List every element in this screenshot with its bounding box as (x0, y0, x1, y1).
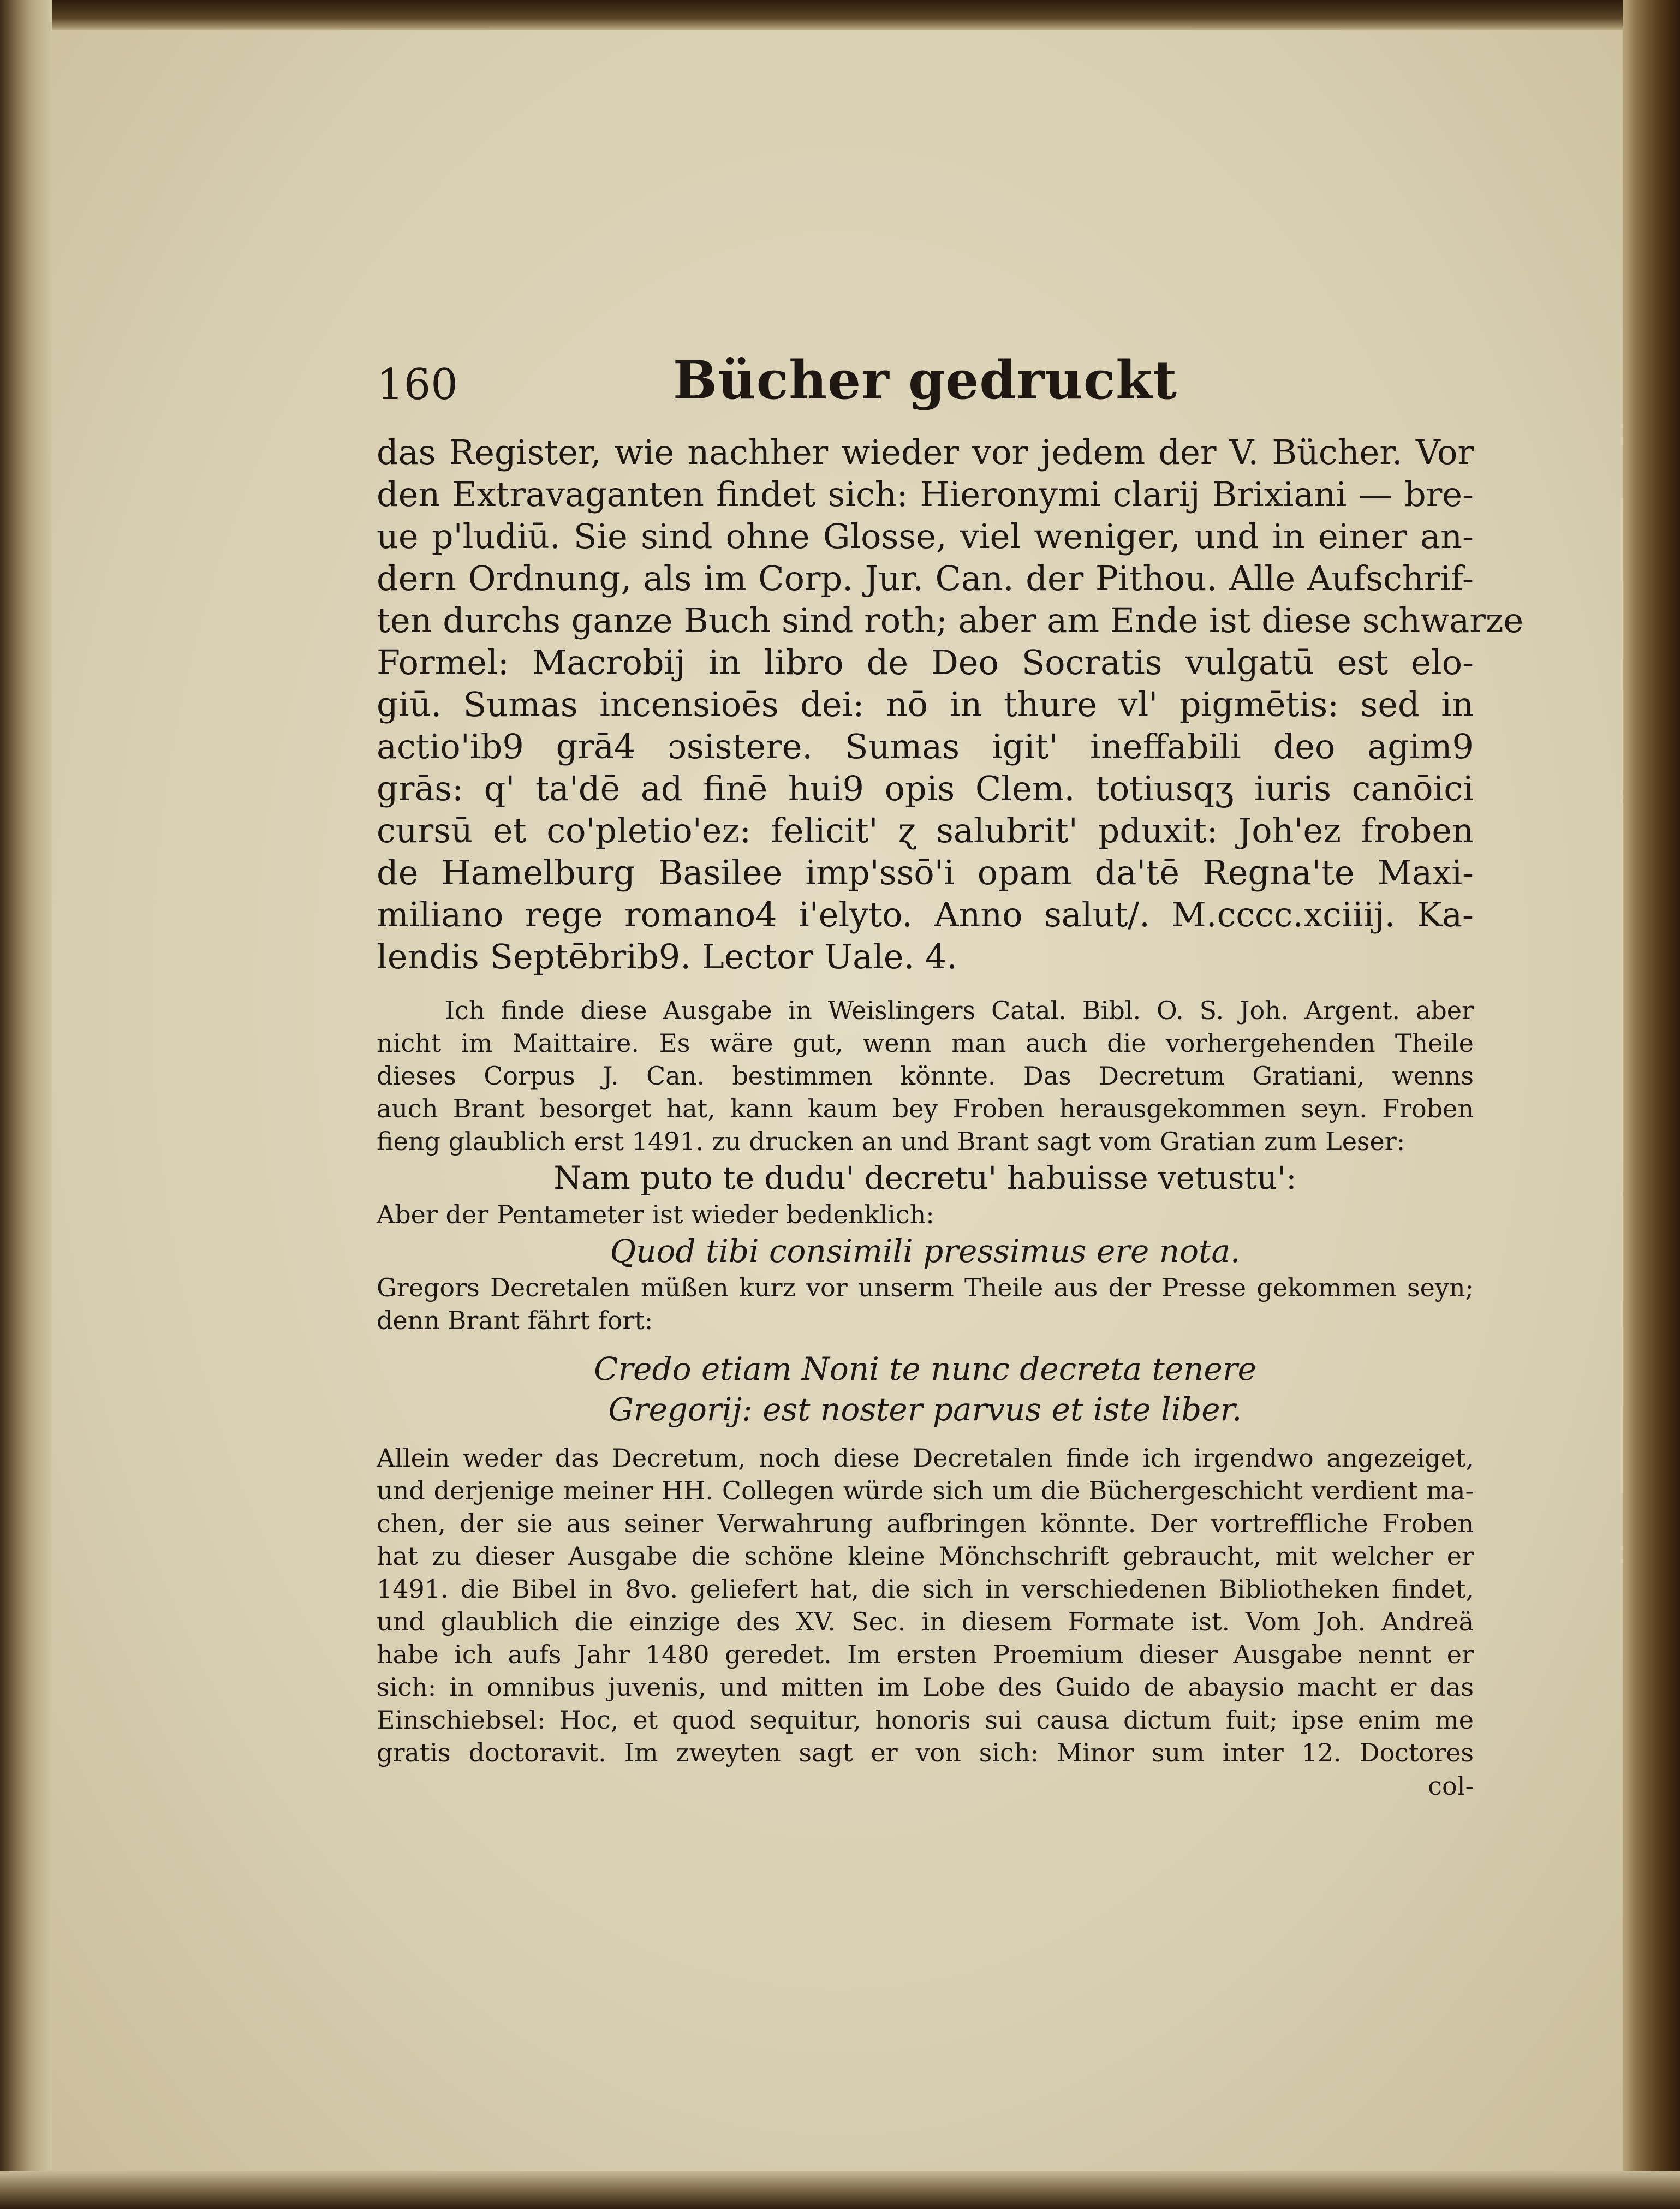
text-line: chen, der sie aus seiner Verwahrung aufbringen könnte. Der vortreffliche Froben (377, 1509, 1474, 1538)
text-line: Ich finde diese Ausgabe in Weislingers Catal. Bibl. O. S. Joh. Argent. aber (445, 996, 1474, 1025)
text-line: Gregors Decretalen müßen kurz vor unserm Theile aus der Presse gekommen seyn; (377, 1273, 1474, 1302)
text-line: cursū et co'pletio'ez: felicit' ɀ salubrit' pduxit: Joh'ez froben (377, 811, 1474, 850)
text-line: fieng glaublich erst 1491. zu drucken an und Brant sagt vom Gratian zum Leser: (377, 1127, 1405, 1156)
book-gutter (1623, 0, 1680, 2209)
paragraph-gregor (377, 1271, 1474, 1337)
paragraph-register (377, 431, 1524, 978)
quote-line: Credo etiam Noni te nunc decreta tenere (594, 1350, 1256, 1388)
text-line: auch Brant besorget hat, kann kaum bey Froben herausgekommen seyn. Froben (377, 1094, 1474, 1123)
text-line: 1491. die Bibel in 8vo. geliefert hat, die sich in verschiedenen Bibliotheken findet, (377, 1574, 1474, 1604)
text-line: nicht im Maittaire. Es wäre gut, wenn man auch die vorhergehenden Theile (377, 1028, 1474, 1058)
text-line: miliano rege romano4 i'elyto. Anno salut/. M.cccc.xciiij. Ka- (377, 895, 1474, 934)
pentameter-line (377, 1198, 1474, 1231)
catchword: col- (1428, 1771, 1474, 1801)
text-line: und derjenige meiner HH. Collegen würde sich um die Büchergeschicht verdient ma- (377, 1476, 1474, 1505)
paragraph-allein (377, 1442, 1474, 1769)
text-line: giū. Sumas incensioēs dei: nō in thure vl' pigmētis: sed in (377, 684, 1474, 724)
text-line: Einschiebsel: Hoc, et quod sequitur, honoris sui causa dictum fuit; ipse enim me (377, 1705, 1474, 1735)
page-number: 160 (377, 360, 458, 409)
page-left-edge (0, 0, 52, 2209)
quote-quod-tibi: Quod tibi consimili pressimus ere nota. (610, 1232, 1241, 1270)
text-line: denn Brant fährt fort: (377, 1306, 653, 1335)
paragraph-edition (377, 994, 1474, 1158)
text-line: lendis Septēbrib9. Lector Uale. 4. (377, 937, 958, 977)
text-line: den Extravaganten findet sich: Hieronymi clarij Brixiani — bre- (377, 474, 1474, 514)
text-line: actio'ib9 grā4 ɔsistere. Sumas igit' ineffabili deo agim9 (377, 727, 1474, 766)
page-top-edge (0, 0, 1680, 30)
page-bottom-edge (0, 2171, 1680, 2209)
running-head: Bücher gedruckt (672, 349, 1178, 411)
text-line: grās: q' ta'dē ad finē hui9 opis Clem. totiusqʒ iuris canōici (377, 769, 1474, 808)
text-line: de Hamelburg Basilee imp'ssō'i opam da'tē Regna'te Maxi- (377, 853, 1474, 892)
page-header (377, 349, 1474, 409)
text-line: hat zu dieser Ausgabe die schöne kleine Mönchschrift gebraucht, mit welcher er (377, 1541, 1474, 1571)
page-text-block (377, 349, 1524, 1801)
text-line: dern Ordnung, als im Corp. Jur. Can. der Pithou. Alle Aufschrif- (377, 558, 1474, 598)
text-line: habe ich aufs Jahr 1480 geredet. Im ersten Proemium dieser Ausgabe nennt er (377, 1640, 1474, 1669)
text-line: und glaublich die einzige des XV. Sec. in diesem Formate ist. Vom Joh. Andreä (377, 1607, 1474, 1636)
text-line: das Register, wie nachher wieder vor jedem der V. Bücher. Vor (377, 432, 1474, 472)
text-line: Formel: Macrobij in libro de Deo Socratis vulgatū est elo- (377, 642, 1474, 682)
text-line: ue p'ludiū. Sie sind ohne Glosse, viel weniger, und in einer an- (377, 516, 1474, 556)
quote-credo (377, 1349, 1474, 1430)
text-line: Aber der Pentameter ist wieder bedenklich: (377, 1200, 934, 1229)
text-line: sich: in omnibus juvenis, und mitten im Lobe des Guido de abaysio macht er das (377, 1672, 1474, 1702)
text-line: dieses Corpus J. Can. bestimmen könnte. Das Decretum Gratiani, wenns (377, 1061, 1474, 1091)
text-line: Allein weder das Decretum, noch diese Decretalen finde ich irgendwo angezeiget, (377, 1443, 1474, 1473)
text-line: gratis doctoravit. Im zweyten sagt er von sich: Minor sum inter 12. Doctores (377, 1738, 1474, 1767)
quote-line: Gregorij: est noster parvus et iste liber. (608, 1391, 1242, 1428)
quote-nam-puto: Nam puto te dudu' decretu' habuisse vetustu': (553, 1159, 1297, 1196)
text-line: ten durchs ganze Buch sind roth; aber am Ende ist diese schwarze (377, 600, 1524, 640)
